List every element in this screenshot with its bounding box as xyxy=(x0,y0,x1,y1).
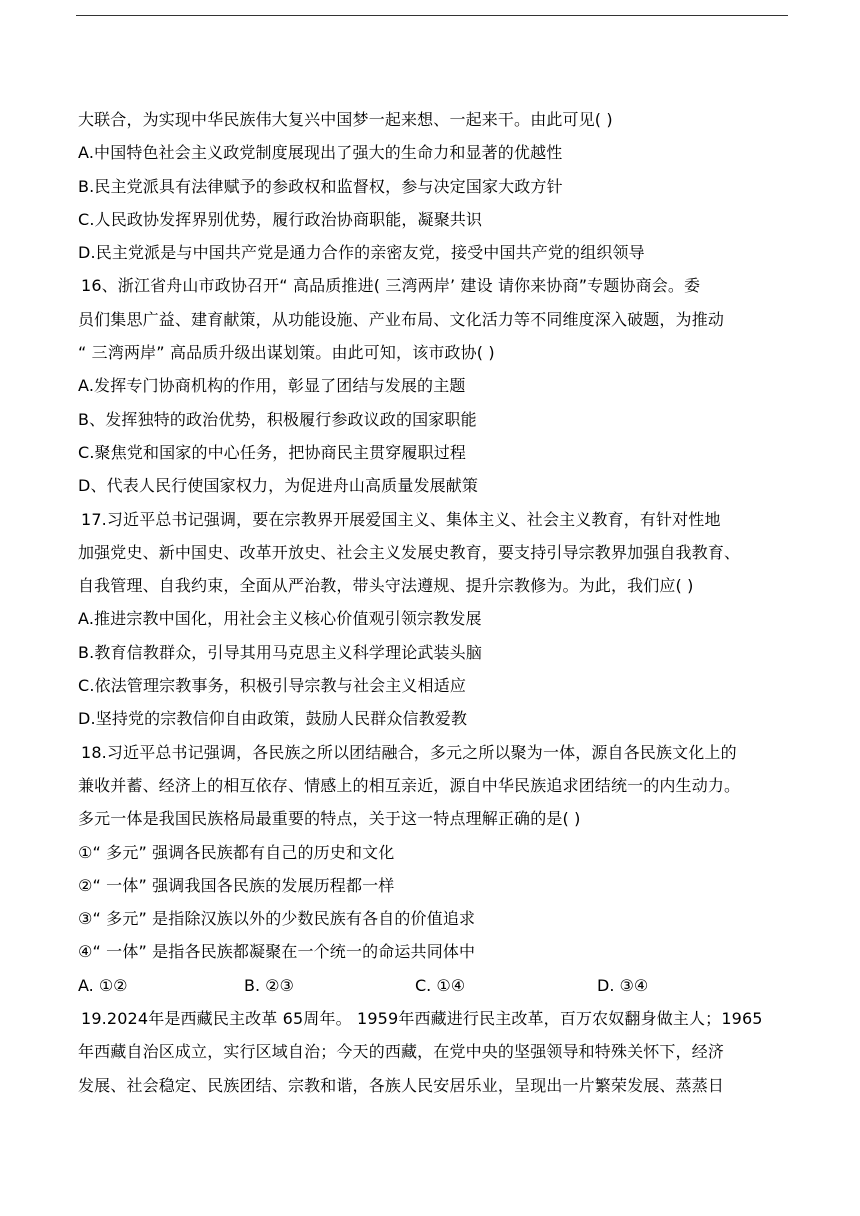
question-stem-line: 17.习近平总书记强调，要在宗教界开展爱国主义、集体主义、社会主义教育，有针对性地 xyxy=(81,509,721,529)
option-a: A.中国特色社会主义政党制度展现出了强大的生命力和显著的优越性 xyxy=(78,143,563,163)
option-d: D、代表人民行使国家权力，为促进舟山高质量发展献策 xyxy=(78,476,479,496)
question-stem-line: 兼收并蓄、经济上的相互依存、情感上的相互亲近，源自中华民族追求团结统一的内生动力。 xyxy=(78,775,741,795)
question-stem-line: 多元一体是我国民族格局最重要的特点，关于这一特点理解正确的是( ) xyxy=(78,809,581,829)
question-stem-line: 大联合，为实现中华民族伟大复兴中国梦一起来想、一起来干。由此可见( ) xyxy=(78,110,613,129)
option-d: D.民主党派是与中国共产党是通力合作的亲密友党，接受中国共产党的组织领导 xyxy=(78,243,645,263)
statement-2: ②“ 一体” 强调我国各民族的发展历程都一样 xyxy=(78,875,395,895)
question-stem-line: 发展、社会稳定、民族团结、宗教和谐，各族人民安居乐业，呈现出一片繁荣发展、蒸蒸日 xyxy=(78,1075,725,1095)
option-b: B.教育信教群众，引导其用马克思主义科学理论武装头脑 xyxy=(78,642,482,662)
option-b: B、发挥独特的政治优势，积极履行参政议政的国家职能 xyxy=(78,409,477,429)
question-18 xyxy=(78,736,794,1002)
question-17 xyxy=(78,503,794,736)
statement-4: ④“ 一体” 是指各民族都凝聚在一个统一的命运共同体中 xyxy=(78,942,476,962)
option-d: D.坚持党的宗教信仰自由政策，鼓励人民群众信教爱教 xyxy=(78,709,468,729)
question-stem-line: 16、浙江省舟山市政协召开“ 高品质推进( 三湾两岸’ 建设 请你来协商”专题协商会。委 xyxy=(81,276,701,296)
option-c: C.依法管理宗教事务，积极引导宗教与社会主义相适应 xyxy=(78,676,467,696)
option-a: A.发挥专门协商机构的作用，彰显了团结与发展的主题 xyxy=(78,376,466,396)
question-stem-line: 年西藏自治区成立，实行区域自治；今天的西藏，在党中央的坚强领导和特殊关怀下，经济 xyxy=(78,1042,725,1062)
header-rule xyxy=(76,15,788,16)
option-b: B.民主党派具有法律赋予的参政权和监督权，参与决定国家大政方针 xyxy=(78,176,563,196)
question-stem-line: 员们集思广益、建育献策，从功能设施、产业布局、文化活力等不同维度深入破题，为推动 xyxy=(78,309,725,329)
question-stem-line: 加强党史、新中国史、改革开放史、社会主义发展史教育，要支持引导宗教界加强自我教育、 xyxy=(78,542,741,562)
answer-choices xyxy=(78,969,794,1002)
question-stem-line: “ 三湾两岸” 高品质升级出谋划策。由此可知，该市政协( ) xyxy=(78,343,495,363)
statement-1: ①“ 多元” 强调各民族都有自己的历史和文化 xyxy=(78,842,395,862)
option-c: C.人民政协发挥界别优势，履行政治协商职能，凝聚共识 xyxy=(78,209,483,229)
question-15-continuation xyxy=(78,103,794,269)
exam-page-body xyxy=(78,103,794,1102)
option-a: A.推进宗教中国化，用社会主义核心价值观引领宗教发展 xyxy=(78,609,482,629)
question-stem-line: 18.习近平总书记强调，各民族之所以团结融合，多元之所以聚为一体，源自各民族文化上的 xyxy=(81,742,737,762)
question-19 xyxy=(78,1002,794,1102)
question-16 xyxy=(78,269,794,502)
question-stem-line: 19.2024年是西藏民主改革 65周年。 1959年西藏进行民主改革，百万农奴翻身做主人；1965 xyxy=(81,1009,763,1029)
question-stem-line: 自我管理、自我约束，全面从严治教，带头守法遵规、提升宗教修为。为此，我们应( ) xyxy=(78,576,694,596)
choice-d: D. ③④ xyxy=(597,975,649,995)
statement-3: ③“ 多元” 是指除汉族以外的少数民族有各自的价值追求 xyxy=(78,909,476,929)
choice-c: C. ①④ xyxy=(415,975,466,995)
option-c: C.聚焦党和国家的中心任务，把协商民主贯穿履职过程 xyxy=(78,442,467,462)
choice-b: B. ②③ xyxy=(244,975,294,995)
choice-a: A. ①② xyxy=(78,975,128,995)
